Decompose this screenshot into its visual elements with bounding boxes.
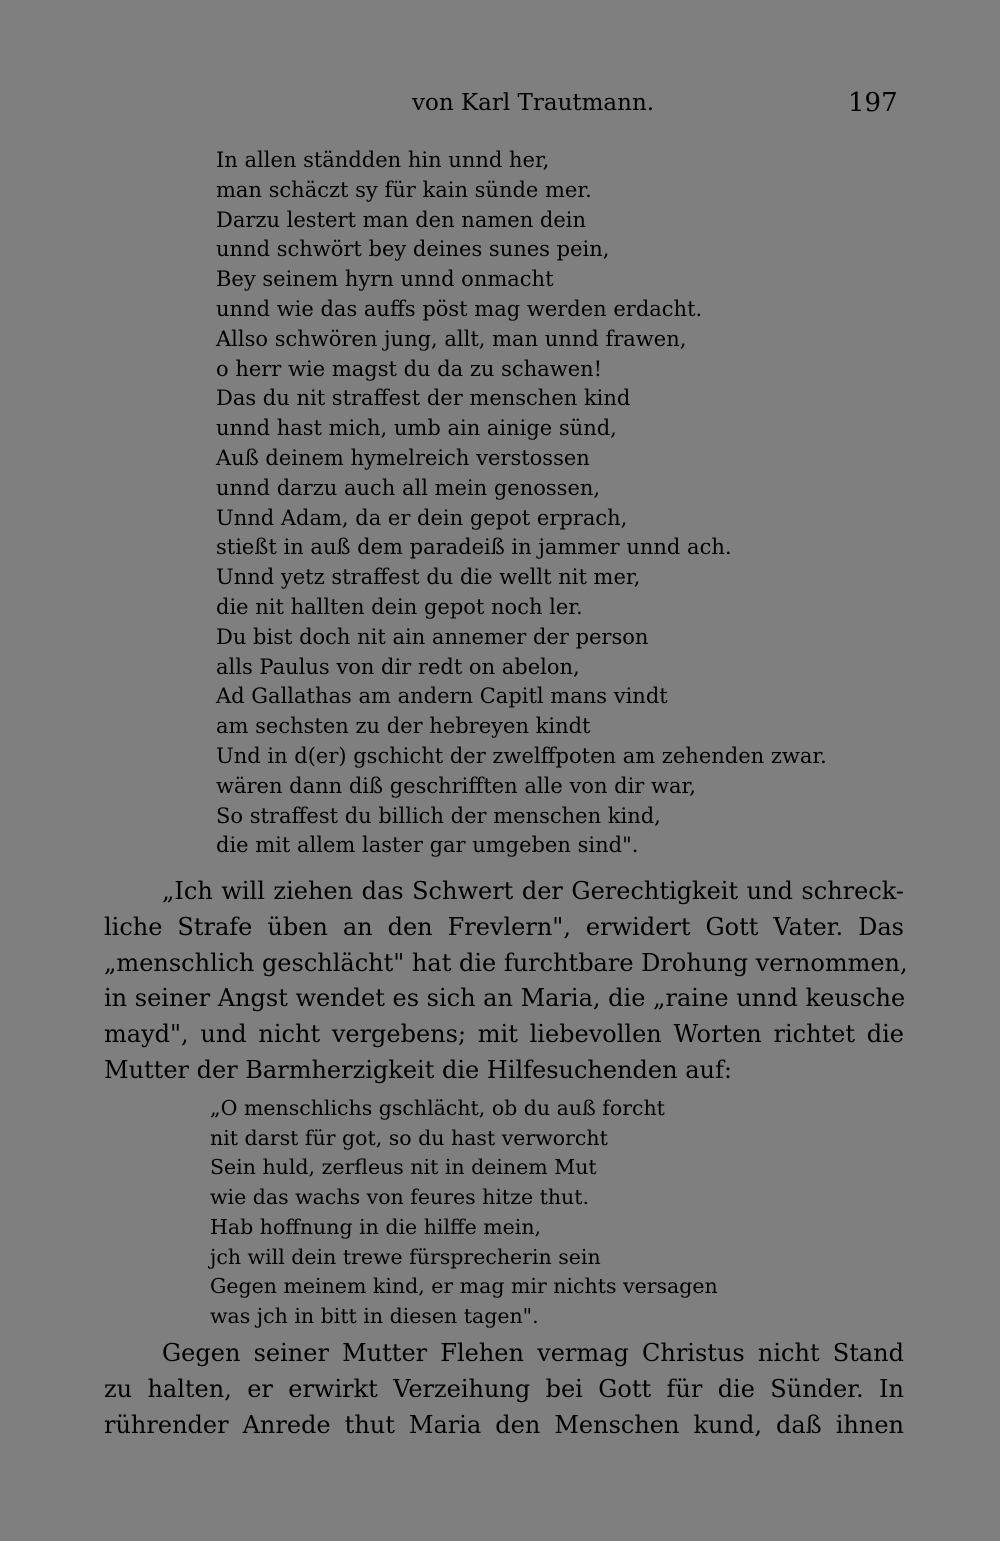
verse-line: unnd wie das auffs pöst mag werden erdacht. bbox=[216, 296, 703, 321]
verse-line: unnd schwört bey deines sunes pein, bbox=[216, 237, 610, 262]
verse-line: wie das wachs von feures hitze thut. bbox=[210, 1185, 589, 1210]
verse-line: unnd hast mich, umb ain ainige sünd, bbox=[216, 416, 617, 441]
verse-line: am sechsten zu der hebreyen kindt bbox=[216, 714, 591, 739]
verse-line: man schäczt sy für kain sünde mer. bbox=[216, 177, 592, 202]
verse-line: Hab hoffnung in die hilffe mein, bbox=[210, 1214, 542, 1239]
prose-paragraph-2 bbox=[104, 1336, 904, 1443]
verse-line: Allso schwören jung, allt, man unnd frawen, bbox=[216, 326, 687, 351]
verse-line: die nit hallten dein gepot noch ler. bbox=[216, 594, 583, 619]
verse-line: wären dann diß geschrifften alle von dir war, bbox=[216, 773, 696, 798]
paragraph-line: Mutter der Barmherzigkeit die Hilfesuchenden auf: bbox=[104, 1055, 732, 1084]
verse-line: Und in d(er) gschicht der zwelffpoten am zehenden zwar. bbox=[216, 743, 827, 768]
prose-paragraph-1 bbox=[104, 874, 908, 1089]
paragraph-line: zu halten, er erwirkt Verzeihung bei Gott für die Sünder. In bbox=[104, 1374, 904, 1403]
paragraph-line: in seiner Angst wendet es sich an Maria, die „raine unnd keusche bbox=[104, 984, 906, 1013]
verse-line: Darzu lestert man den namen dein bbox=[216, 207, 587, 232]
verse-line: Das du nit straffest der menschen kind bbox=[216, 386, 631, 411]
verse-line: nit darst für got, so du hast verworcht bbox=[210, 1125, 608, 1150]
paragraph-line: „Ich will ziehen das Schwert der Gerechtigkeit und schreck- bbox=[162, 877, 904, 905]
verse-line: Gegen meinem kind, er mag mir nichts versagen bbox=[210, 1274, 718, 1299]
verse-line: o herr wie magst du da zu schawen! bbox=[216, 356, 603, 381]
verse-block-1 bbox=[216, 146, 827, 861]
verse-line: In allen ständden hin unnd her, bbox=[216, 148, 550, 172]
verse-line: was jch in bitt in diesen tagen". bbox=[210, 1303, 539, 1328]
verse-line: Auß deinem hymelreich verstossen bbox=[216, 445, 590, 470]
verse-line: Unnd yetz straffest du die wellt nit mer, bbox=[216, 565, 641, 590]
paragraph-line: „menschlich geschlächt" hat die furchtbare Drohung vernommen, bbox=[104, 948, 908, 977]
verse-line: „O menschlichs gschlächt, ob du auß forcht bbox=[210, 1096, 665, 1120]
verse-line: Ad Gallathas am andern Capitl mans vindt bbox=[216, 684, 668, 709]
verse-line: Sein huld, zerfleus nit in deinem Mut bbox=[210, 1155, 597, 1180]
verse-line: jch will dein trewe fürsprecherin sein bbox=[210, 1244, 601, 1269]
paragraph-line: Gegen seiner Mutter Flehen vermag Christus nicht Stand bbox=[162, 1339, 904, 1367]
page-number: 197 bbox=[848, 88, 898, 118]
running-title: von Karl Trautmann. bbox=[412, 90, 655, 116]
verse-line: die mit allem laster gar umgeben sind". bbox=[216, 833, 639, 858]
verse-line: unnd darzu auch all mein genossen, bbox=[216, 475, 601, 500]
verse-block-2 bbox=[210, 1094, 718, 1332]
verse-line: alls Paulus von dir redt on abelon, bbox=[216, 654, 580, 679]
verse-line: Bey seinem hyrn unnd onmacht bbox=[216, 267, 554, 292]
verse-line: Unnd Adam, da er dein gepot erprach, bbox=[216, 505, 628, 530]
paragraph-line: rührender Anrede thut Maria den Menschen kund, daß ihnen bbox=[104, 1410, 904, 1439]
paragraph-line: mayd", und nicht vergebens; mit liebevollen Worten richtet die bbox=[104, 1020, 904, 1049]
paragraph-line: liche Strafe üben an den Frevlern", erwidert Gott Vater. Das bbox=[104, 912, 904, 941]
page-header bbox=[0, 88, 1000, 124]
verse-line: stießt in auß dem paradeiß in jammer unnd ach. bbox=[216, 535, 732, 560]
verse-line: So straffest du billich der menschen kind, bbox=[216, 803, 661, 828]
verse-line: Du bist doch nit ain annemer der person bbox=[216, 624, 649, 649]
